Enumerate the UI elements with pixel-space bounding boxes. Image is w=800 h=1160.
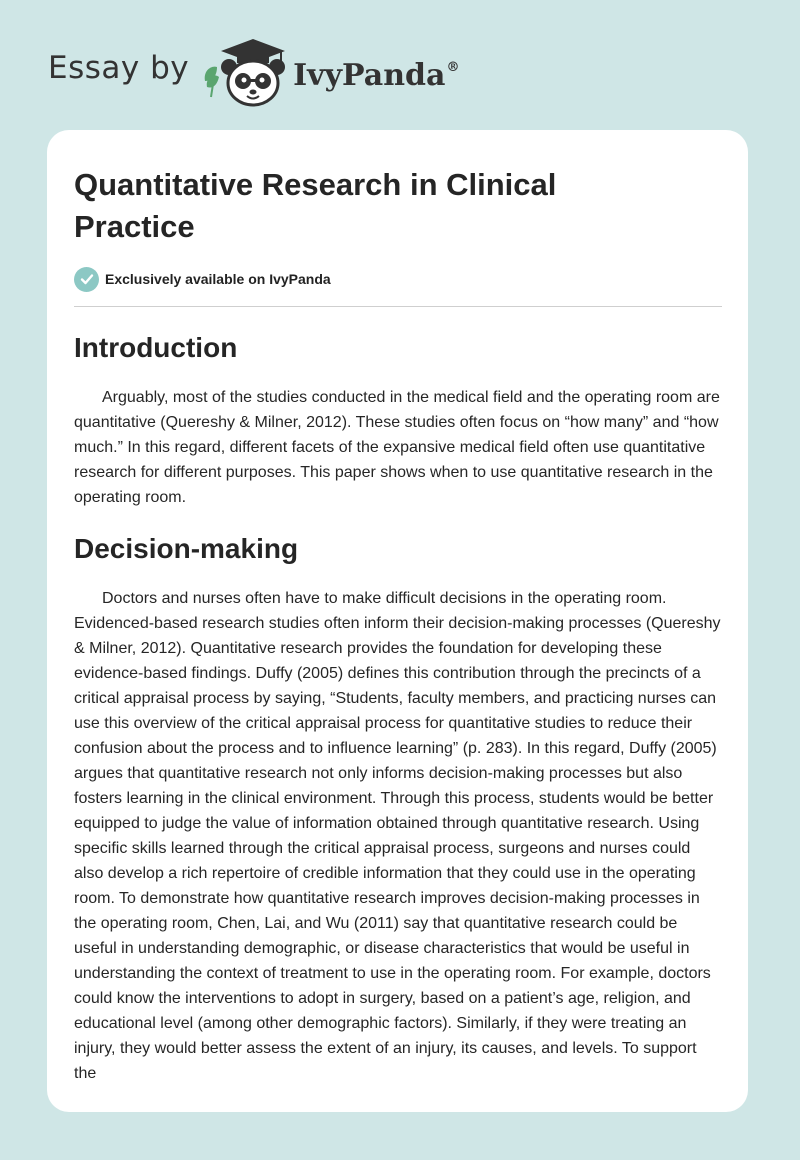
exclusive-label: Exclusively available on IvyPanda: [105, 271, 331, 287]
essay-card: [47, 130, 748, 1112]
panda-logo-icon: [201, 37, 289, 109]
section-paragraph-introduction: Arguably, most of the studies conducted in the medical field and the operating room are quantitative (Quereshy & Milner, 2012). These studies often focus on “how many” and “how much.” In this regard, different facets of the expansive medical field often use quantitative research for different purposes. This paper shows when to use quantitative research in the operating room.: [74, 389, 720, 506]
section-heading-introduction: Introduction: [74, 332, 238, 363]
essay-by-label: Essay by: [48, 50, 190, 86]
brand-label: IvyPanda: [293, 57, 446, 93]
exclusive-badge: [74, 266, 722, 292]
page-title: Quantitative Research in Clinical Practice: [74, 167, 557, 244]
registered-mark: ®: [446, 59, 460, 75]
section-paragraph-decision-making: Doctors and nurses often have to make difficult decisions in the operating room. Evidenced-based research studies often inform their decision-making processes (Quereshy & Milner, 2012). Quantitative research provides the foundation for developing these evidence-based findings. Duffy (2005) defines this contribution through the precincts of a critical appraisal process by saying, “Students, faculty members, and practicing nurses can use this overview of the critical appraisal process for quantitative studies to reduce their confusion about the process and to influence learning” (p. 283). In this regard, Duffy (2005) argues that quantitative research not only informs decision-making processes but also fosters learning in the clinical environment. Through this process, students would be better equipped to judge the value of information obtained through quantitative research. Using specific skills learned through the critical appraisal process, surgeons and nurses could also develop a rich repertoire of credible information that they could use in the operating room. To demonstrate how quantitative research improves decision-making processes in the operating room, Chen, Lai, and Wu (2011) say that quantitative research could be useful in understanding demographic, or disease characteristics that would be useful in understanding the context of treatment to use in the operating room. For example, doctors could know the interventions to adopt in surgery, based on a patient’s age, religion, and educational level (among other demographic factors). Similarly, if they were treating an injury, they would better assess the extent of an injury, its causes, and levels. To support the: [74, 590, 721, 1082]
check-icon: [74, 267, 99, 292]
site-header: [48, 36, 459, 110]
divider: [74, 306, 722, 307]
section-heading-decision-making: Decision-making: [74, 533, 299, 564]
brand-name[interactable]: [293, 58, 459, 93]
